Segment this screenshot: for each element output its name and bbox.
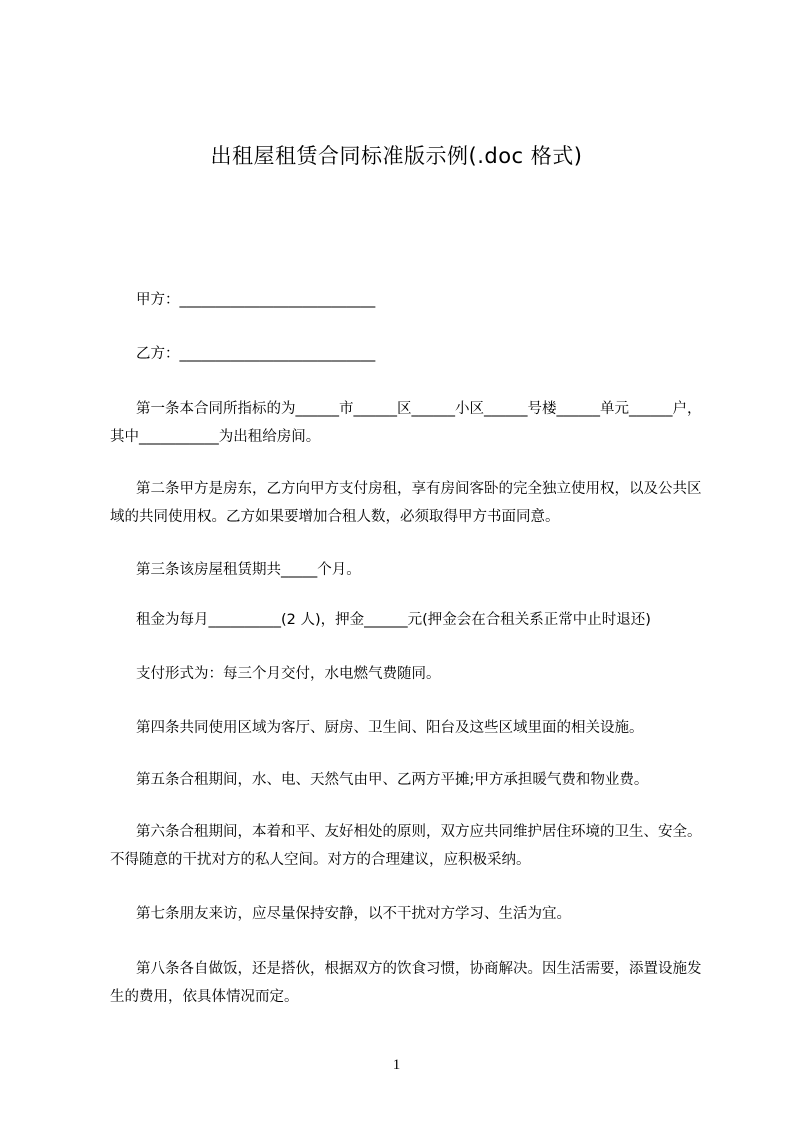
clause-7: 第七条朋友来访，应尽量保持安静，以不干扰对方学习、生活为宜。 [136,906,571,922]
payment-method: 支付形式为：每三个月交付，水电燃气费随同。 [136,666,441,682]
clause-6: 第六条合租期间，本着和平、友好相处的原则，双方应共同维护居住环境的卫生、安全。不得随意的干扰对方的私人空间。对方的合理建议，应积极采纳。 [110,824,702,868]
clause-5: 第五条合租期间，水、电、天然气由甲、乙两方平摊;甲方承担暖气费和物业费。 [136,772,649,788]
rent-and-deposit: 租金为每月__________(2 人)，押金______元(押金会在合租关系正常中止时退还) [136,612,651,628]
clause-8: 第八条各自做饭，还是搭伙，根据双方的饮食习惯，协商解决。因生活需要，添置设施发生的费用，依具体情况而定。 [110,961,702,1005]
page-number: 1 [392,1057,401,1073]
party-b-line: 乙方：___________________________ [136,346,376,362]
clause-3: 第三条该房屋租赁期共_____个月。 [136,562,361,578]
clause-2: 第二条甲方是房东，乙方向甲方支付房租，享有房间客卧的完全独立使用权，以及公共区域的共同使用权。乙方如果要增加合租人数，必须取得甲方书面同意。 [110,481,702,525]
document-title: 出租屋租赁合同标准版示例(.doc 格式) [210,144,583,168]
clause-4: 第四条共同使用区域为客厅、厨房、卫生间、阳台及这些区域里面的相关设施。 [136,720,644,736]
party-a-line: 甲方：___________________________ [136,292,376,308]
clause-1: 第一条本合同所指标的为______市______区______小区______号楼______单元______户，其中___________为出租给房间。 [110,401,702,445]
